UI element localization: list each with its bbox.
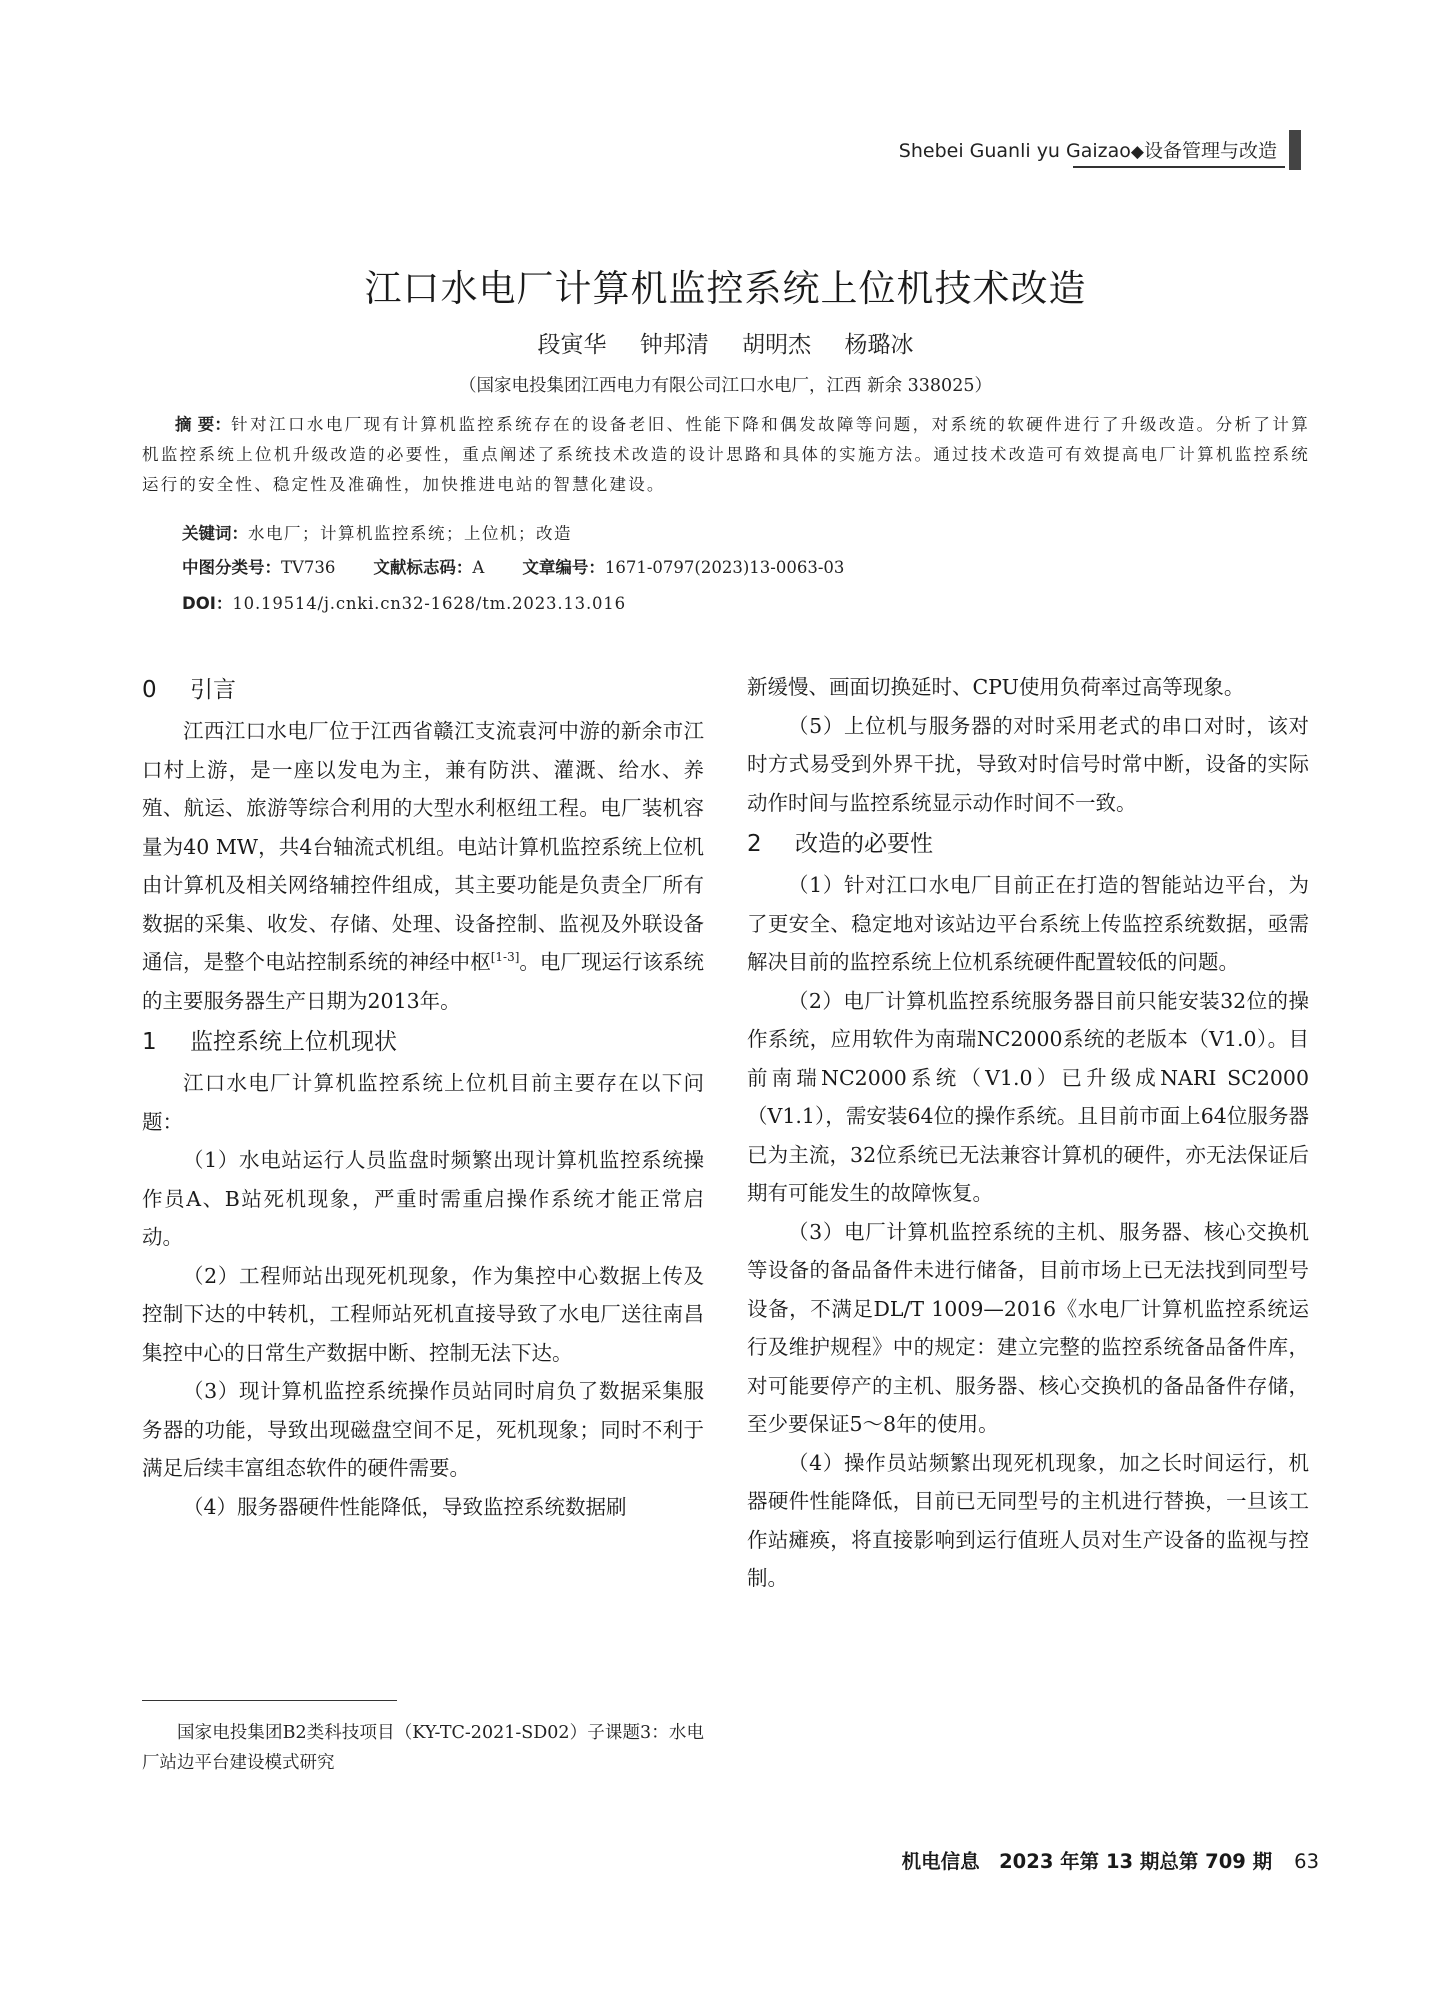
- paragraph: （1）针对江口水电厂目前正在打造的智能站边平台，为了更安全、稳定地对该站边平台系统上传监控系统数据，亟需解决目前的监控系统上位机系统硬件配置较低的问题。: [747, 873, 1309, 974]
- page-footer: [902, 1846, 1319, 1874]
- header-bar: [1289, 130, 1301, 170]
- doi: [182, 590, 626, 614]
- abstract-label: 摘 要：: [175, 415, 232, 434]
- paragraph: （5）上位机与服务器的对时采用老式的串口对时，该对时方式易受到外界干扰，导致对时信号时常中断，设备的实际动作时间与监控系统显示动作时间不一致。: [747, 713, 1309, 815]
- header-section: 设备管理与改造: [1143, 140, 1277, 162]
- right-column: [747, 668, 1309, 1598]
- footnote: 国家电投集团B2类科技项目（KY-TC-2021-SD02）子课题3：水电厂站边平台建设模式研究: [142, 1723, 704, 1773]
- paragraph: （4）操作员站频繁出现死机现象，加之长时间运行，机器硬件性能降低，目前已无同型号的主机进行替换，一旦该工作站瘫痪，将直接影响到运行值班人员对生产设备的监视与控制。: [747, 1450, 1309, 1590]
- diamond-icon: ◆: [1130, 142, 1144, 162]
- paragraph: 江口水电厂计算机监控系统上位机目前主要存在以下问题：: [142, 1071, 704, 1134]
- paragraph: （2）工程师站出现死机现象，作为集控中心数据上传及控制下达的中转机，工程师站死机直接导致了水电厂送往南昌集控中心的日常生产数据中断、控制无法下达。: [142, 1263, 704, 1365]
- keywords-label: 关键词：: [182, 524, 248, 543]
- page-number: 63: [1294, 1850, 1319, 1873]
- doi-value: 10.19514/j.cnki.cn32-1628/tm.2023.13.016: [232, 594, 626, 613]
- paragraph: 新缓慢、画面切换延时、CPU使用负荷率过高等现象。: [747, 675, 1245, 699]
- header-pinyin: Shebei Guanli yu Gaizao: [898, 140, 1131, 162]
- doc-code-label: 文献标志码：: [373, 558, 473, 577]
- section-heading-0: 0 引言: [142, 677, 236, 703]
- paragraph: （1）水电站运行人员监盘时频繁出现计算机监控系统操作员A、B站死机现象，严重时需重启操作系统才能正常启动。: [142, 1148, 704, 1249]
- keywords: [182, 520, 572, 544]
- doi-label: DOI：: [182, 594, 233, 613]
- keywords-text: 水电厂；计算机监控系统；上位机；改造: [248, 524, 572, 543]
- paragraph: （4）服务器硬件性能降低，导致监控系统数据刷: [183, 1494, 627, 1519]
- section-heading-1: 1 监控系统上位机现状: [142, 1029, 397, 1055]
- footer-journal: 机电信息 2023 年第 13 期总第 709 期: [901, 1850, 1273, 1873]
- header-underline: [1073, 166, 1285, 168]
- abstract: [142, 410, 1310, 500]
- paragraph: （3）现计算机监控系统操作员站同时肩负了数据采集服务器的功能，导致出现磁盘空间不足，死机现象；同时不利于满足后续丰富组态软件的硬件需要。: [142, 1379, 704, 1480]
- footnote-rule: [142, 1700, 397, 1701]
- abstract-text: 针对江口水电厂现有计算机监控系统存在的设备老旧、性能下降和偶发故障等问题，对系统的软硬件进行了升级改造。分析了计算机监控系统上位机升级改造的必要性，重点阐述了系统技术改造的设计思路和具体的实施方法。通过技术改造可有效提高电厂计算机监控系统运行的安全性、稳定性及准确性，加快推进电站的智慧化建设。: [142, 415, 1310, 494]
- authors: 段寅华 钟邦清 胡明杰 杨璐冰: [537, 332, 914, 358]
- paragraph: （3）电厂计算机监控系统的主机、服务器、核心交换机等设备的备品备件未进行储备，目前市场上已无法找到同型号设备，不满足DL/T 1009—2016《水电厂计算机监控系统运行及维护规程》中的规定：建立完整的监控系统备品备件库，对可能要停产的主机、服务器、核心交换机的备品备件存储，至少要保证5～8年的使用。: [747, 1219, 1309, 1436]
- clc-label: 中图分类号：: [182, 558, 281, 577]
- paper-title: 江口水电厂计算机监控系统上位机技术改造: [364, 267, 1087, 310]
- classification: [182, 554, 844, 578]
- paragraph: （2）电厂计算机监控系统服务器目前只能安装32位的操作系统，应用软件为南瑞NC2000系统的老版本（V1.0）。目前南瑞NC2000系统（V1.0）已升级成NARI SC2000（V1.1），需安装64位的操作系统。且目前市面上64位服务器已为主流，32位系统已无法兼容计算机的硬件，亦无法保证后期有可能发生的故障恢复。: [747, 988, 1309, 1205]
- doc-code-value: A: [472, 558, 485, 577]
- section-heading-2: 2 改造的必要性: [747, 831, 933, 857]
- paragraph: 江西江口水电厂位于江西省赣江支流袁河中游的新余市江口村上游，是一座以发电为主，兼有防洪、灌溉、给水、养殖、航运、旅游等综合利用的大型水利枢纽工程。电厂装机容量为40 MW，共4台轴流式机组。电站计算机监控系统上位机由计算机及相关网络辅控件组成，其主要功能是负责全厂所有数据的采集、收发、存储、处理、设备控制、监视及外联设备通信，是整个电站控制系统的神经中枢[1-3]。电厂现运行该系统的主要服务器生产日期为2013年。: [142, 719, 704, 1013]
- article-no-value: 1671-0797(2023)13-0063-03: [604, 558, 845, 577]
- running-header: [870, 130, 1307, 170]
- clc-value: TV736: [281, 558, 336, 577]
- citation: [1-3]: [490, 950, 520, 965]
- left-column: [142, 668, 704, 1526]
- article-no-label: 文章编号：: [522, 558, 605, 577]
- affiliation: （国家电投集团江西电力有限公司江口水电厂，江西 新余 338025）: [459, 376, 992, 396]
